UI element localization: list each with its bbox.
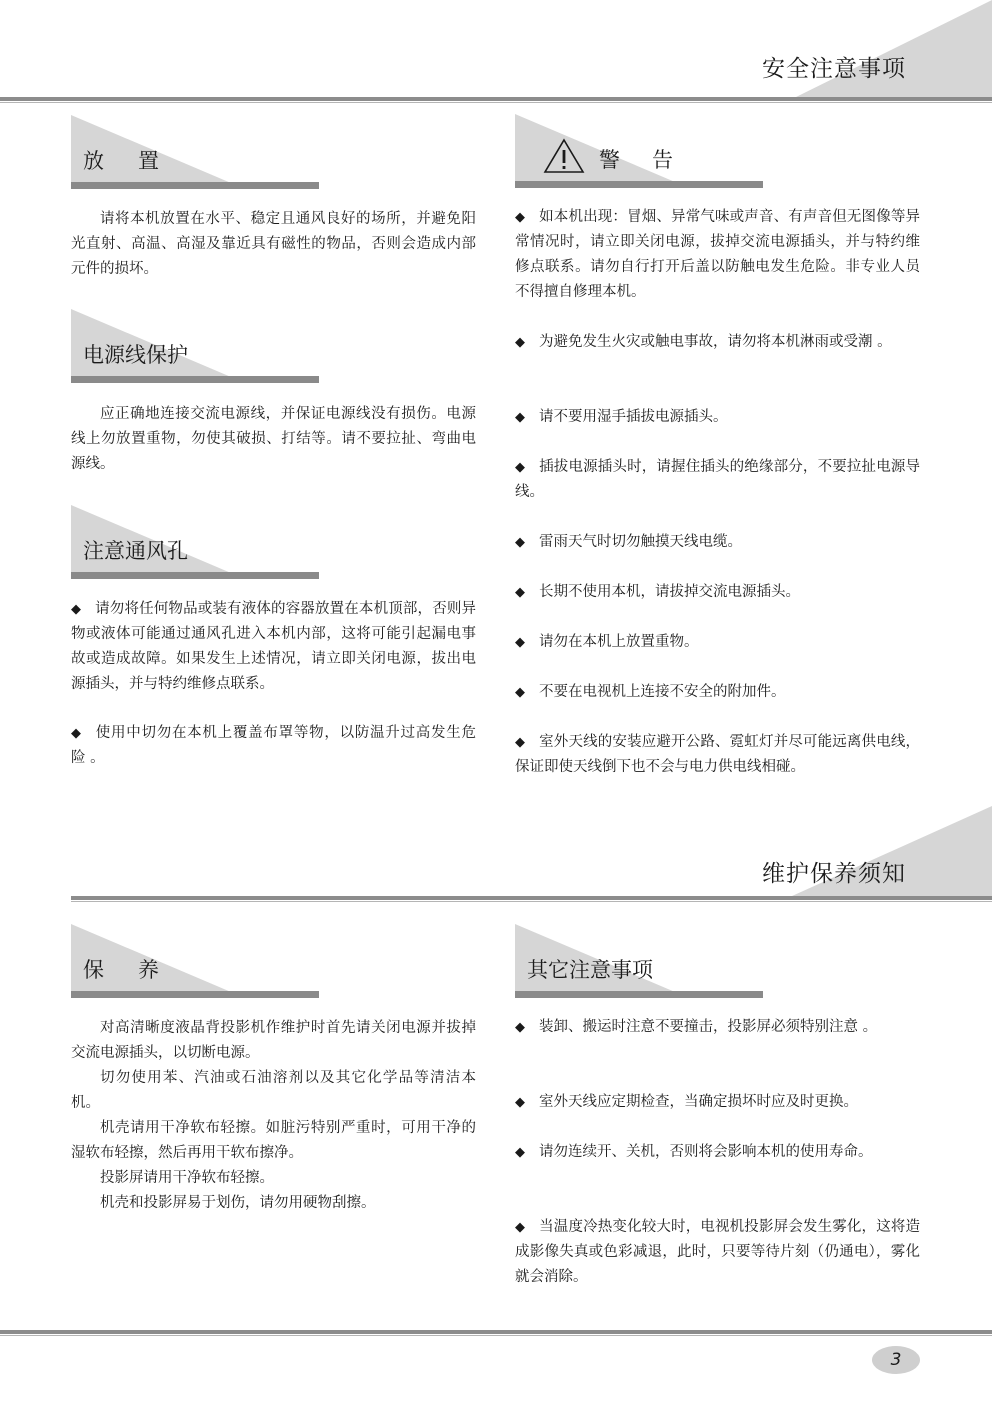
bullet-diamond-icon: ◆ [515,410,525,425]
bullet-diamond-icon: ◆ [515,1145,525,1160]
footer-rule [0,1330,992,1334]
bullet-diamond-icon: ◆ [71,602,81,617]
other-item: ◆ 室外天线应定期检查，当确定损坏时应及时更换。 [515,1090,920,1115]
vents-item: ◆ 使用中切勿在本机上覆盖布罩等物，以防温升过高发生危 险 。 [71,721,476,771]
placement-text: 请将本机放置在水平、稳定且通风良好的场所，并避免阳光直射、高温、高湿及靠近具有磁性的物品，否则会造成内部元件的损坏。 [71,211,476,277]
safety-title: 安全注意事项 [762,56,906,82]
maintenance-rule [71,896,992,900]
heading-bar [71,182,319,189]
warning-item: ◆ 室外天线的安装应避开公路、霓虹灯并尽可能远离供电线，保证即使天线倒下也不会与电力供电线相碰。 [515,730,920,780]
vents-item: ◆ 请勿将任何物品或装有液体的容器放置在本机顶部，否则异物或液体可能通过通风孔进入本机内部，这将可能引起漏电事故或造成故障。如果发生上述情况，请立即关闭电源，拔出电源插头，并与特约维修点联系。 [71,597,476,697]
warning-item: ◆ 请勿在本机上放置重物。 [515,630,920,655]
bullet-diamond-icon: ◆ [515,210,525,225]
care-paragraph: 切勿使用苯、汽油或石油溶剂以及其它化学品等清洁本机。 [71,1070,476,1111]
bullet-diamond-icon: ◆ [71,726,81,741]
care-paragraph: 投影屏请用干净软布轻擦。 [100,1170,274,1186]
heading-bar [71,376,319,383]
bullet-diamond-icon: ◆ [515,335,525,350]
other-item: ◆ 请勿连续开、关机，否则将会影响本机的使用寿命。 [515,1140,920,1165]
maintenance-title: 维护保养须知 [762,861,906,887]
care-title: 保养 [83,958,193,982]
power-cord-title: 电源线保护 [83,343,188,367]
footer-rule-thin [0,1335,992,1336]
heading-bar [71,991,319,998]
other-title: 其它注意事项 [527,958,653,982]
maintenance-rule-thin [71,901,992,902]
warning-item: ◆ 如本机出现：冒烟、异常气味或声音、有声音但无图像等异常情况时，请立即关闭电源，拔掉交流电源插头，并与特约维修点联系。请勿自行打开后盖以防触电发生危险。非专业人员不得擅自修理本机。 [515,205,920,305]
bullet-diamond-icon: ◆ [515,1020,525,1035]
other-item: ◆ 装卸、搬运时注意不要撞击，投影屏必须特别注意 。 [515,1015,920,1040]
warning-item: ◆ 雷雨天气时切勿触摸天线电缆。 [515,530,920,555]
warning-item: ◆ 长期不使用本机，请拔掉交流电源插头。 [515,580,920,605]
power-cord-text: 应正确地连接交流电源线，并保证电源线没有损伤。电源线上勿放置重物，勿使其破损、打结等。请不要拉扯、弯曲电源线。 [71,406,476,472]
other-item: ◆ 当温度冷热变化较大时，电视机投影屏会发生雾化，这将造成影像失真或色彩减退，此时，只要等待片刻（仍通电），雾化就会消除。 [515,1215,920,1290]
bullet-diamond-icon: ◆ [515,535,525,550]
other-heading [515,924,763,998]
bullet-diamond-icon: ◆ [515,1220,525,1235]
warning-item: ◆ 插拔电源插头时，请握住插头的绝缘部分，不要拉扯电源导线。 [515,455,920,505]
care-paragraph: 机壳和投影屏易于划伤，请勿用硬物刮擦。 [100,1195,376,1211]
bullet-diamond-icon: ◆ [515,685,525,700]
warning-triangle-icon [543,138,585,174]
vents-heading [71,505,319,579]
vents-title: 注意通风孔 [83,539,188,563]
placement-title: 放置 [83,149,193,173]
heading-bar [71,572,319,579]
care-paragraph: 机壳请用干净软布轻擦。如脏污特别严重时，可用干净的湿软布轻擦，然后再用干软布擦净。 [71,1120,476,1161]
warning-heading [515,114,763,188]
power-cord-heading [71,309,319,383]
warning-item: ◆ 为避免发生火灾或触电事故，请勿将本机淋雨或受潮 。 [515,330,920,355]
warning-item: ◆ 请不要用湿手插拔电源插头。 [515,405,920,430]
heading-bar [515,181,763,188]
bullet-diamond-icon: ◆ [515,1095,525,1110]
bullet-diamond-icon: ◆ [515,735,525,750]
header-rule-thin [0,102,992,103]
page-number: 3 [872,1346,920,1374]
bullet-diamond-icon: ◆ [515,635,525,650]
warning-title: 警告 [599,148,705,172]
heading-bar [515,991,763,998]
bullet-diamond-icon: ◆ [515,460,525,475]
care-heading [71,924,319,998]
header-rule [0,97,992,101]
bullet-diamond-icon: ◆ [515,585,525,600]
warning-item: ◆ 不要在电视机上连接不安全的附加件。 [515,680,920,705]
placement-heading [71,115,319,189]
care-paragraph: 对高清晰度液晶背投影机作维护时首先请关闭电源并拔掉交流电源插头，以切断电源。 [71,1020,476,1061]
